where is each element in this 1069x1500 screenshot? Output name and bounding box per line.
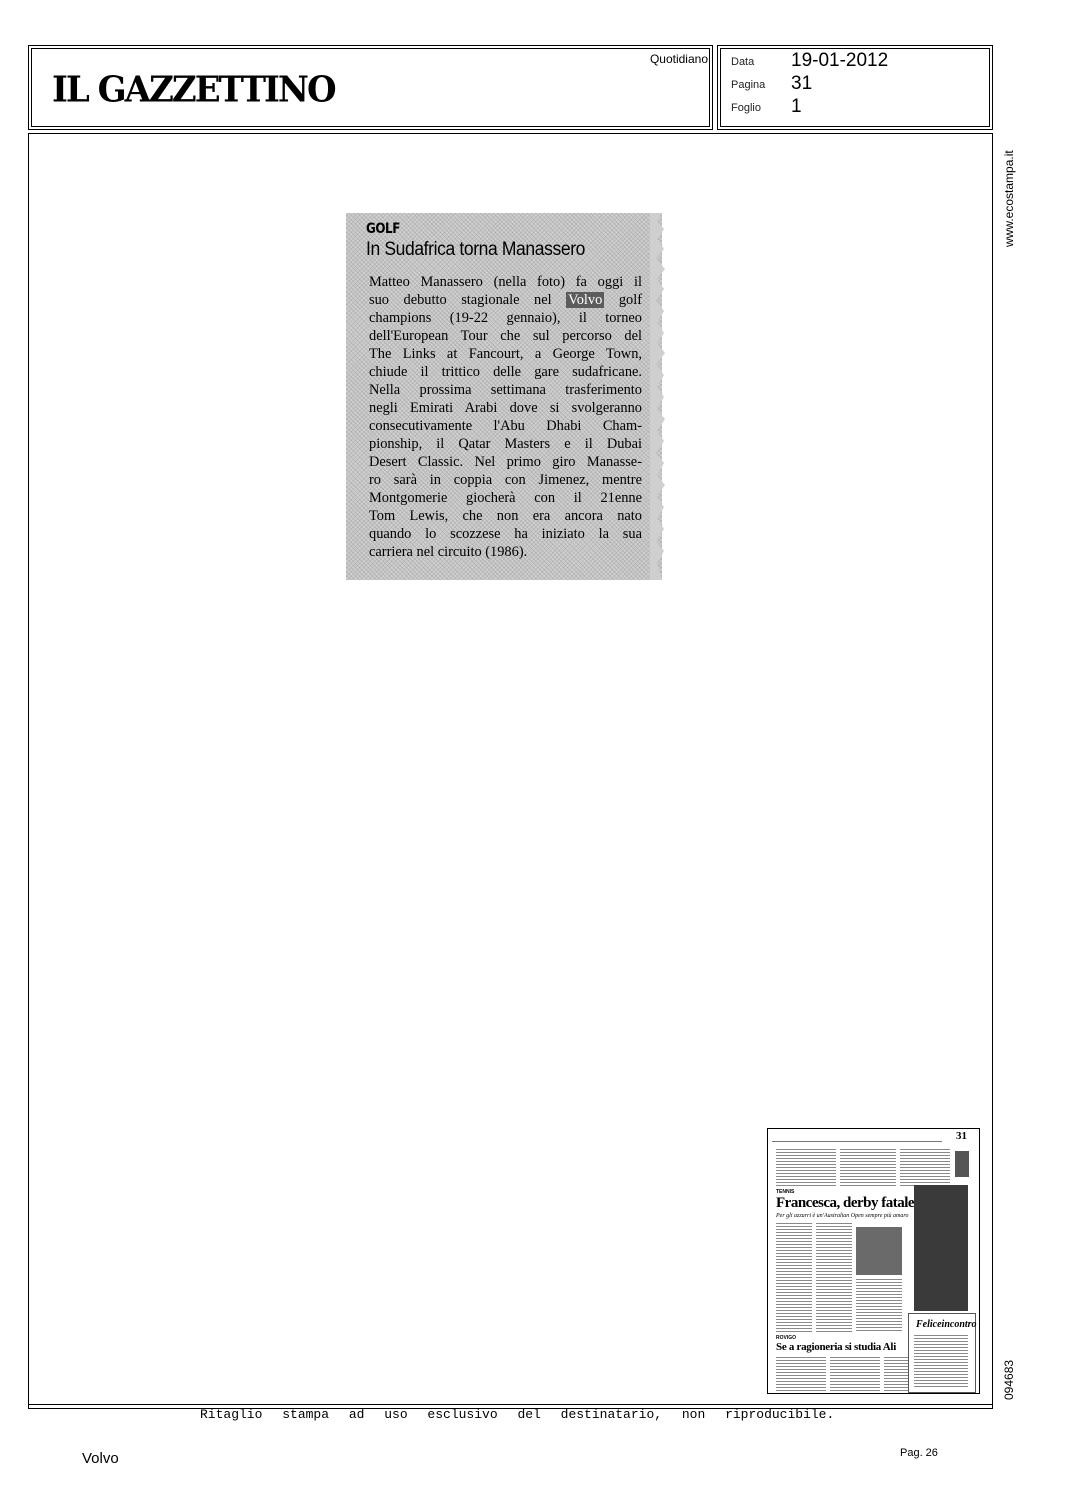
article-line: negli Emirati Arabi dove si svolgeranno [369, 400, 642, 416]
keyword-highlight: Volvo [568, 292, 603, 308]
foglio-label: Foglio [731, 102, 761, 114]
article-line: carriera nel circuito (1986). [369, 544, 528, 560]
thumb-headline-2: Se a ragioneria si studia Ali [776, 1341, 896, 1353]
article-line: champions (19-22 gennaio), il torneo [369, 310, 642, 326]
foglio-value: 1 [791, 96, 802, 117]
article-body [369, 273, 642, 561]
page-number: Pag. 26 [900, 1447, 938, 1459]
article-line: chiude il trittico delle gare sudafricane. [369, 364, 642, 380]
keyword-label: Volvo [82, 1450, 119, 1467]
article-line: consecutivamente l'Abu Dhabi Cham- [369, 418, 642, 434]
document-code: 094683 [1002, 1359, 1016, 1400]
pagina-value: 31 [791, 73, 813, 94]
footer-rule [28, 1404, 993, 1405]
masthead-title: IL GAZZETTINO [52, 69, 335, 111]
article-headline: In Sudafrica torna Manassero [366, 239, 586, 260]
article-line: Montgomerie giocherà con il 21enne [369, 490, 642, 506]
article-line: Desert Classic. Nel primo giro Manasse- [369, 454, 642, 470]
article-line: Tom Lewis, che non era ancora nato [369, 508, 642, 524]
data-value: 19-01-2012 [791, 50, 889, 71]
publication-type: Quotidiano [649, 52, 708, 66]
thumb-subhead-1: Per gli azzurri è un'Australian Open sempre più amaro [776, 1213, 909, 1219]
article-line: Nella prossima settimana trasferimento [369, 382, 642, 398]
torn-edge [650, 213, 670, 580]
data-label: Data [731, 56, 755, 68]
reproduction-notice: Ritaglio stampa ad uso esclusivo del destinatario, non riproducibile. [200, 1407, 835, 1422]
article-line: ro sarà in coppia con Jimenez, mentre [369, 472, 642, 488]
article-line: pionship, il Qatar Masters e il Dubai [369, 436, 642, 452]
thumb-page-number: 31 [956, 1130, 967, 1142]
thumb-section-tennis: TENNIS [776, 1189, 795, 1195]
thumb-section-rovigo: ROVIGO [776, 1335, 797, 1341]
thumb-headline-1: Francesca, derby fatale [776, 1195, 915, 1211]
article-kicker: GOLF [366, 221, 400, 237]
article-line: dell'European Tour che sul percorso del [369, 328, 642, 344]
pagina-label: Pagina [731, 79, 766, 91]
thumb-ad-text: Feliceincontro [916, 1319, 977, 1330]
article-line: Matteo Manassero (nella foto) fa oggi il [369, 274, 642, 290]
article-line: quando lo scozzese ha iniziato la sua [369, 526, 642, 542]
article-line: The Links at Fancourt, a George Town, [369, 346, 642, 362]
website-url: www.ecostampa.it [1002, 150, 1016, 247]
article-line: suo debutto stagionale nel Volvo golf [369, 292, 643, 308]
page-thumbnail [767, 1128, 980, 1394]
